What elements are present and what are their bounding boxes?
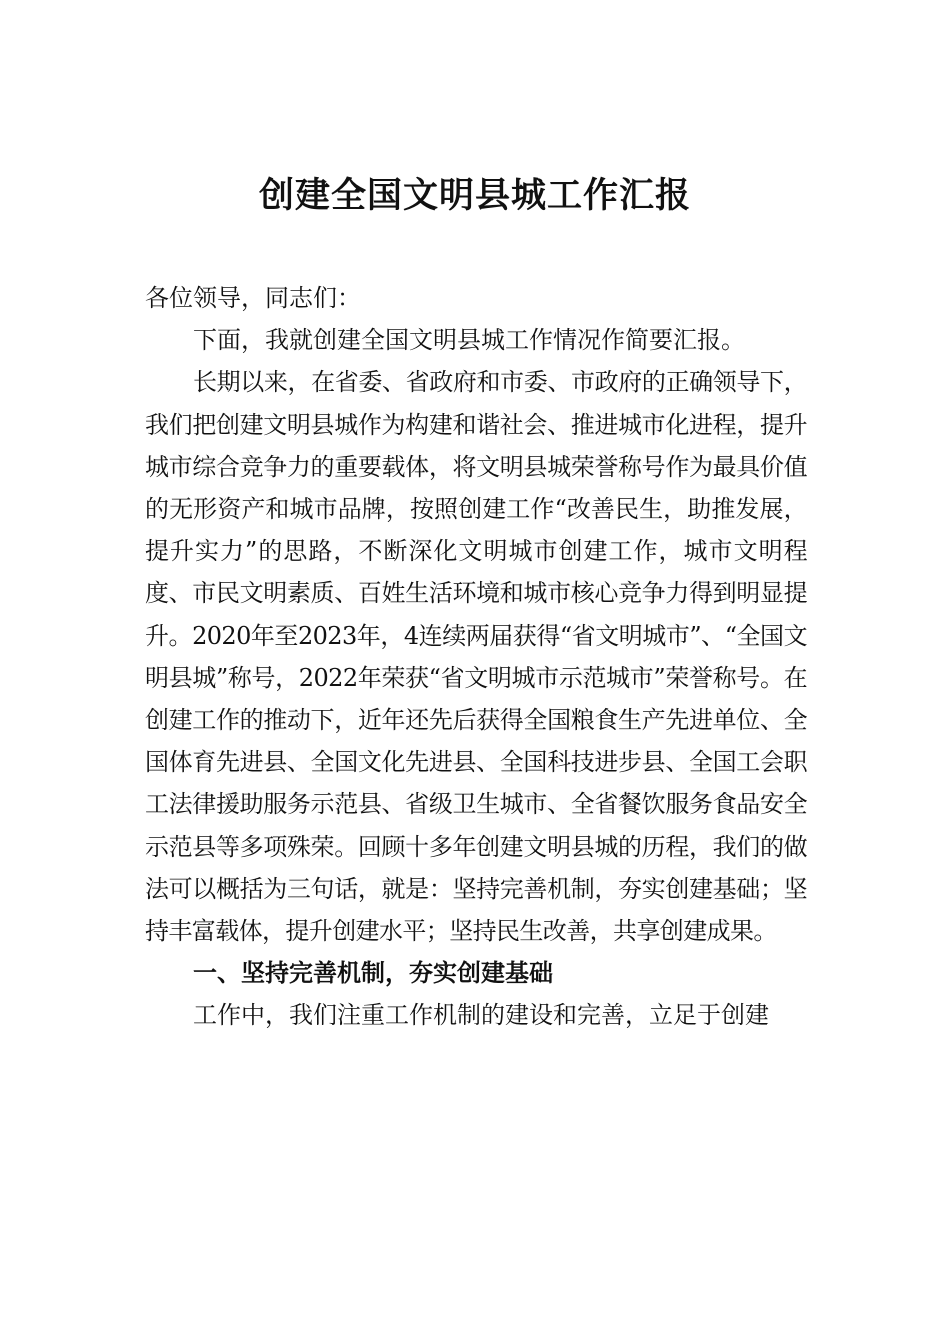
section-heading: 一、坚持完善机制，夯实创建基础 (193, 959, 553, 988)
document-body (145, 277, 807, 1037)
paragraph-intro: 下面，我就创建全国文明县城工作情况作简要汇报。 (193, 326, 745, 355)
greeting: 各位领导，同志们： (145, 284, 361, 312)
paragraph-overview: 长期以来，在省委、省政府和市委、市政府的正确领导下，我们把创建文明县城作为构建和谐社会、推进城市化进程，提升城市综合竞争力的重要载体，将文明县城荣誉称号作为最具价值的无形资产和城市品牌，按照创建工作“改善民生，助推发展，提升实力”的思路，不断深化文明城市创建工作，城市文明程度、市民文明素质、百姓生活环境和城市核心竞争力得到明显提升。2020年至2023年，4连续两届获得“省文明城市”、“全国文明县城”称号，2022年荣获“省文明城市示范城市”荣誉称号。在创建工作的推动下，近年还先后获得全国粮食生产先进单位、全国体育先进县、全国文化先进县、全国科技进步县、全国工会职工法律援助服务示范县、省级卫生城市、全省餐饮服务食品安全示范县等多项殊荣。回顾十多年创建文明县城的历程，我们的做法可以概括为三句话，就是：坚持完善机制，夯实创建基础；坚持丰富载体，提升创建水平；坚持民生改善，共享创建成果。 (145, 368, 807, 946)
document-title: 创建全国文明县城工作汇报 (258, 175, 691, 216)
section-paragraph: 工作中，我们注重工作机制的建设和完善，立足于创建 (193, 1001, 769, 1030)
